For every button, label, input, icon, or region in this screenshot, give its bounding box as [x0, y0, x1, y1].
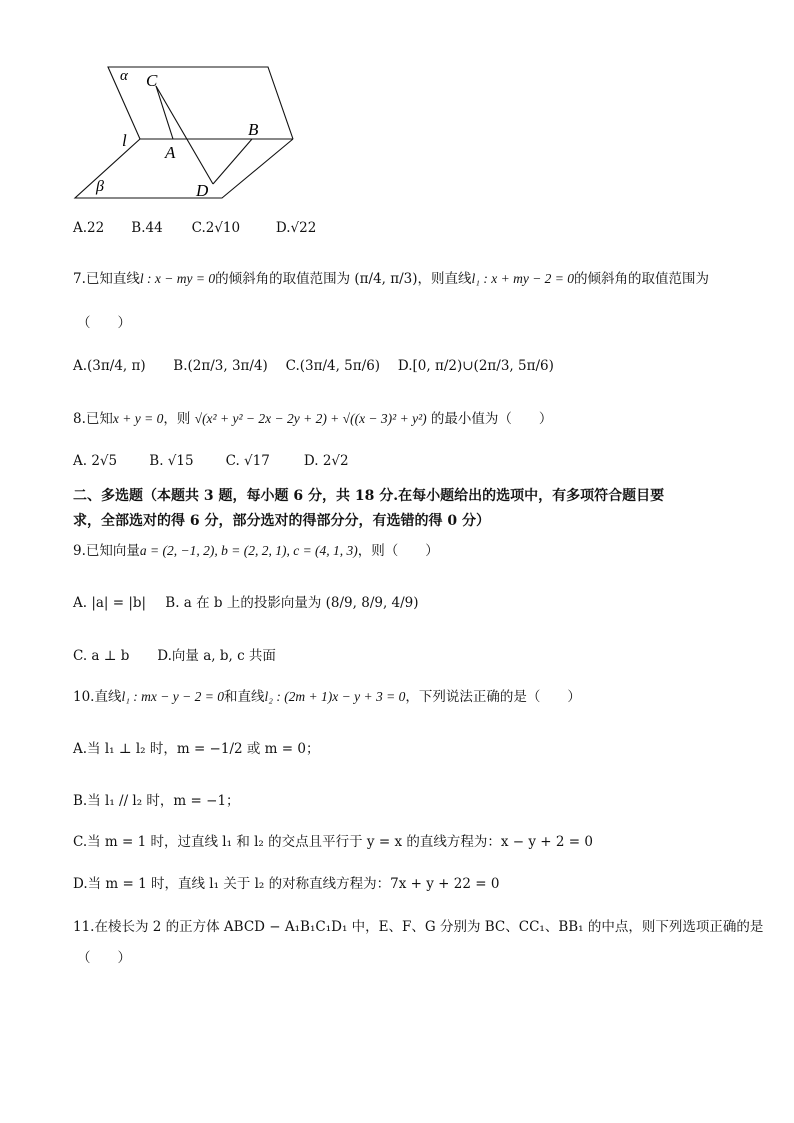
q9-stem-text: 9.已知向量 — [73, 543, 140, 559]
q8-stem-b: ，则 — [163, 411, 191, 427]
q9-option-d[interactable]: D.向量 a, b, c 共面 — [157, 648, 276, 664]
q7-stem-d: 的倾斜角的取值范围为 — [574, 271, 710, 287]
q7-stem — [73, 270, 709, 288]
section2-line1: 二、多选题（本题共 3 题，每小题 6 分，共 18 分.在每小题给出的选项中，有多项符合题目要 — [73, 488, 665, 504]
q7-option-d[interactable]: D.[0, π/2)∪(2π/3, 5π/6) — [397, 358, 554, 374]
label-l: l — [122, 131, 127, 150]
q10-l2: l₂ : (2m + 1)x − y + 3 = 0 — [264, 689, 406, 704]
q7-line-l1: l₁ : x + my − 2 = 0 — [471, 271, 575, 286]
q9-options-row1 — [73, 594, 419, 612]
q8-option-c[interactable]: C. √17 — [225, 453, 270, 469]
q9-vectors: a = (2, −1, 2), b = (2, 2, 1), c = (4, 1, 3) — [139, 543, 358, 558]
q10-option-d[interactable]: D.当 m = 1 时，直线 l₁ 关于 l₂ 的对称直线方程为：7x + y + 22 = 0 — [73, 876, 500, 892]
label-c: C — [146, 71, 158, 90]
q8-cond: x + y = 0 — [112, 411, 164, 426]
q6-option-d[interactable]: D.√22 — [275, 220, 317, 236]
q10-stem-b: 和直线 — [224, 689, 265, 705]
q10-option-a[interactable]: A.当 l₁ ⊥ l₂ 时，m = −1/2 或 m = 0； — [73, 741, 320, 757]
q7-option-a[interactable]: A.(3π/4, π) — [73, 358, 146, 374]
q7-paren: （ ） — [77, 315, 131, 331]
q9-option-c[interactable]: C. a ⊥ b — [73, 648, 130, 664]
q10-stem — [73, 688, 581, 706]
q9-tail: ，则（ ） — [357, 543, 439, 559]
q9-options-row2 — [73, 647, 276, 665]
q8-stem-c: 的最小值为（ ） — [430, 411, 553, 427]
q11-stem-line2: （ ） — [77, 950, 131, 966]
q7-line-l: l : x − my = 0 — [139, 271, 216, 286]
label-b: B — [248, 120, 259, 139]
label-a: A — [165, 143, 176, 162]
q6-options — [73, 219, 316, 237]
section2-line2: 求，全部选对的得 6 分，部分选对的得部分分，有选错的得 0 分） — [73, 513, 490, 529]
q8-option-b[interactable]: B. √15 — [149, 453, 194, 469]
q6-option-b[interactable]: B.44 — [131, 220, 163, 236]
q9-stem — [73, 542, 439, 560]
q7-range: (π/4, π/3) — [354, 271, 418, 287]
dihedral-angle-figure — [70, 58, 310, 208]
label-d: D — [196, 181, 209, 200]
q7-option-b[interactable]: B.(2π/3, 3π/4) — [173, 358, 268, 374]
label-alpha: α — [120, 68, 128, 84]
q7-option-c[interactable]: C.(3π/4, 5π/6) — [285, 358, 381, 374]
q7-options — [73, 357, 554, 375]
q6-option-a[interactable]: A.22 — [73, 220, 105, 236]
q11-stem-line1: 11.在棱长为 2 的正方体 ABCD − A₁B₁C₁D₁ 中，E、F、G 分别为 BC、CC₁、BB₁ 的中点，则下列选项正确的是 — [73, 919, 764, 935]
q6-option-c[interactable]: C.2√10 — [191, 220, 241, 236]
q10-option-b[interactable]: B.当 l₁ // l₂ 时，m = −1； — [73, 793, 240, 809]
q8-option-a[interactable]: A. 2√5 — [73, 453, 118, 469]
q7-stem-c: ，则直线 — [417, 271, 472, 287]
q9-option-b[interactable]: B. a 在 b 上的投影向量为 (8/9, 8/9, 4/9) — [165, 595, 419, 611]
q10-stem-c: ，下列说法正确的是（ ） — [405, 689, 581, 705]
q9-option-a[interactable]: A. |a| = |b| — [73, 595, 147, 611]
q10-stem-a: 10.直线 — [73, 689, 122, 705]
q10-option-c[interactable]: C.当 m = 1 时，过直线 l₁ 和 l₂ 的交点且平行于 y = x 的直线方程为：x − y + 2 = 0 — [73, 834, 593, 850]
q10-l1: l₁ : mx − y − 2 = 0 — [121, 689, 224, 704]
q8-stem-a: 8.已知 — [73, 411, 113, 427]
q8-stem — [73, 410, 552, 428]
q8-option-d[interactable]: D. 2√2 — [303, 453, 349, 469]
q7-stem-b: 的倾斜角的取值范围为 — [215, 271, 351, 287]
q7-stem-a: 7.已知直线 — [73, 271, 140, 287]
q8-options — [73, 452, 349, 470]
q8-expr: √(x² + y² − 2x − 2y + 2) + √((x − 3)² + y²) — [194, 411, 427, 426]
label-beta: β — [96, 178, 104, 195]
